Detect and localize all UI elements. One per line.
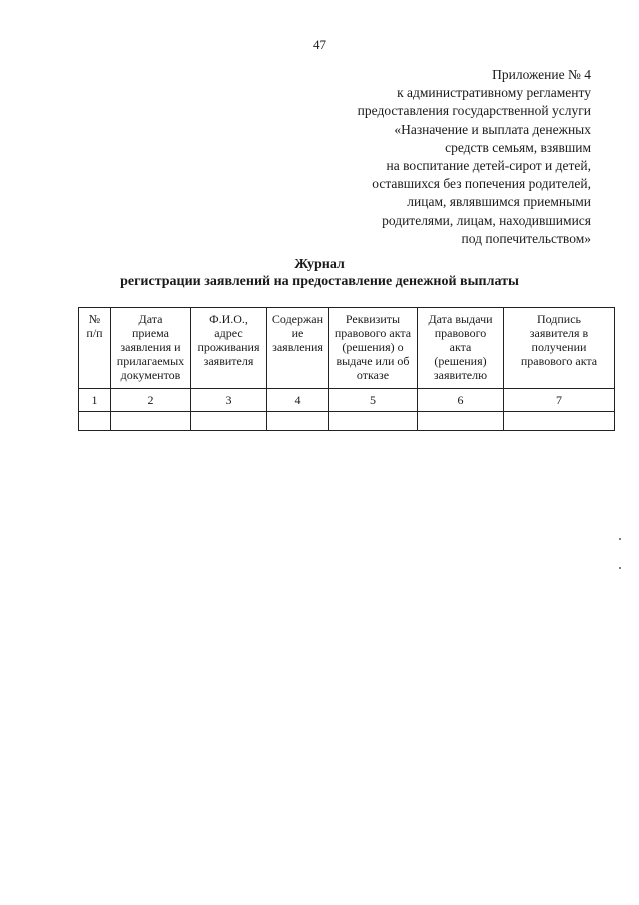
appendix-line: оставшихся без попечения родителей, <box>372 176 591 192</box>
empty-cell <box>267 412 329 431</box>
appendix-line: к административному регламенту <box>397 85 591 101</box>
empty-cell <box>79 412 111 431</box>
journal-subtitle: регистрации заявлений на предоставление денежной выплаты <box>120 274 519 289</box>
header-cell-issue-date: Дата выдачи правового акта (решения) заявителю <box>418 308 504 389</box>
header-cell-receipt-date: Дата приема заявления и прилагаемых документов <box>111 308 191 389</box>
appendix-line: под попечительством» <box>461 230 591 246</box>
appendix-line: на воспитание детей-сирот и детей, <box>386 158 591 174</box>
header-row <box>79 308 615 389</box>
page-number: 47 <box>313 37 326 52</box>
empty-cell <box>111 412 191 431</box>
journal-heading <box>0 256 639 290</box>
column-number-cell: 2 <box>111 389 191 412</box>
header-cell-content: Содержан ие заявления <box>267 308 329 389</box>
appendix-line: родителями, лицам, находившимися <box>382 212 591 228</box>
empty-cell <box>418 412 504 431</box>
header-cell-applicant: Ф.И.О., адрес проживания заявителя <box>191 308 267 389</box>
header-cell-act-details: Реквизиты правового акта (решения) о выдаче или об отказе <box>329 308 418 389</box>
appendix-line: средств семьям, взявшим <box>445 139 591 155</box>
column-number-row <box>79 389 615 412</box>
journal-table <box>78 307 615 431</box>
journal-title: Журнал <box>294 257 345 272</box>
column-number-cell: 4 <box>267 389 329 412</box>
appendix-line: лицам, являвшимся приемными <box>407 194 591 210</box>
appendix-block <box>291 66 591 248</box>
appendix-line: Приложение № 4 <box>492 67 591 82</box>
header-cell-signature: Подпись заявителя в получении правового акта <box>504 308 615 389</box>
scan-speck <box>619 538 621 540</box>
scan-speck <box>619 567 621 569</box>
header-cell-number: № п/п <box>79 308 111 389</box>
column-number-cell: 1 <box>79 389 111 412</box>
empty-cell <box>329 412 418 431</box>
appendix-line: предоставления государственной услуги <box>357 103 591 119</box>
empty-cell <box>191 412 267 431</box>
column-number-cell: 5 <box>329 389 418 412</box>
column-number-cell: 7 <box>504 389 615 412</box>
empty-cell <box>504 412 615 431</box>
appendix-line: «Назначение и выплата денежных <box>394 121 591 137</box>
column-number-cell: 3 <box>191 389 267 412</box>
empty-entry-row <box>79 412 615 431</box>
column-number-cell: 6 <box>418 389 504 412</box>
